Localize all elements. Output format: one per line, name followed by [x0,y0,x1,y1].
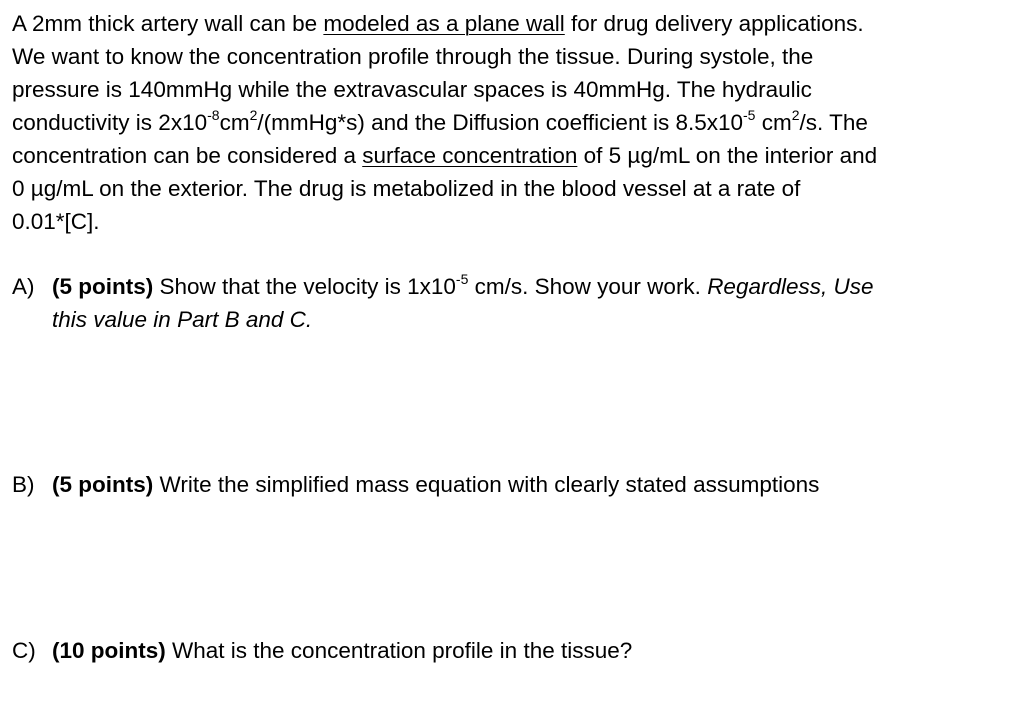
intro-text: for drug delivery applications. [564,11,864,36]
superscript: -5 [455,270,469,287]
intro-text: concentration can be considered a [12,143,363,168]
question-text: Show that the velocity is 1x10 [153,274,456,299]
intro-text: cm [219,110,250,135]
question-a [12,270,1012,336]
question-text: cm/s. Show your work. [468,274,708,299]
superscript: 2 [249,106,258,123]
intro-line-3: pressure is 140mmHg while the extravascular spaces is 40mmHg. The hydraulic [12,77,812,102]
intro-text: conductivity is 2x10 [12,110,208,135]
intro-text: /(mmHg*s) and the Diffusion coefficient is 8.5x10 [257,110,744,135]
intro-line-1 [12,7,1012,40]
question-b-line [12,468,1012,501]
points-label: (5 points) [52,274,154,299]
question-a-line-1 [12,270,1012,303]
question-label: C) [12,638,36,663]
intro-line-4 [12,106,1012,139]
superscript: -8 [207,106,220,123]
question-label: A) [12,274,35,299]
question-c [12,634,1012,667]
problem-statement [12,7,1012,238]
intro-line-2: We want to know the concentration profile through the tissue. During systole, the [12,44,814,69]
question-b [12,468,1012,501]
intro-line-6: 0 µg/mL on the exterior. The drug is metabolized in the blood vessel at a rate of [12,176,801,201]
points-label: (10 points) [52,638,166,663]
question-label: B) [12,472,35,497]
superscript: 2 [791,106,800,123]
intro-text: of 5 µg/mL on the interior and [577,143,878,168]
underlined-phrase: surface concentration [362,143,578,168]
question-text: What is the concentration profile in the tissue? [165,638,633,663]
question-a-line-2 [12,303,1012,336]
intro-line-7: 0.01*[C]. [12,209,100,234]
intro-text: /s. The [799,110,868,135]
superscript: -5 [743,106,756,123]
intro-line-5 [12,139,1012,172]
question-text: Write the simplified mass equation with clearly stated assumptions [153,472,820,497]
points-label: (5 points) [52,472,154,497]
italic-note: this value in Part B and C. [52,307,313,332]
intro-text: A 2mm thick artery wall can be [12,11,324,36]
question-c-line [12,634,1012,667]
underlined-phrase: modeled as a plane wall [323,11,565,36]
italic-note: Regardless, Use [707,274,874,299]
intro-text: cm [755,110,792,135]
